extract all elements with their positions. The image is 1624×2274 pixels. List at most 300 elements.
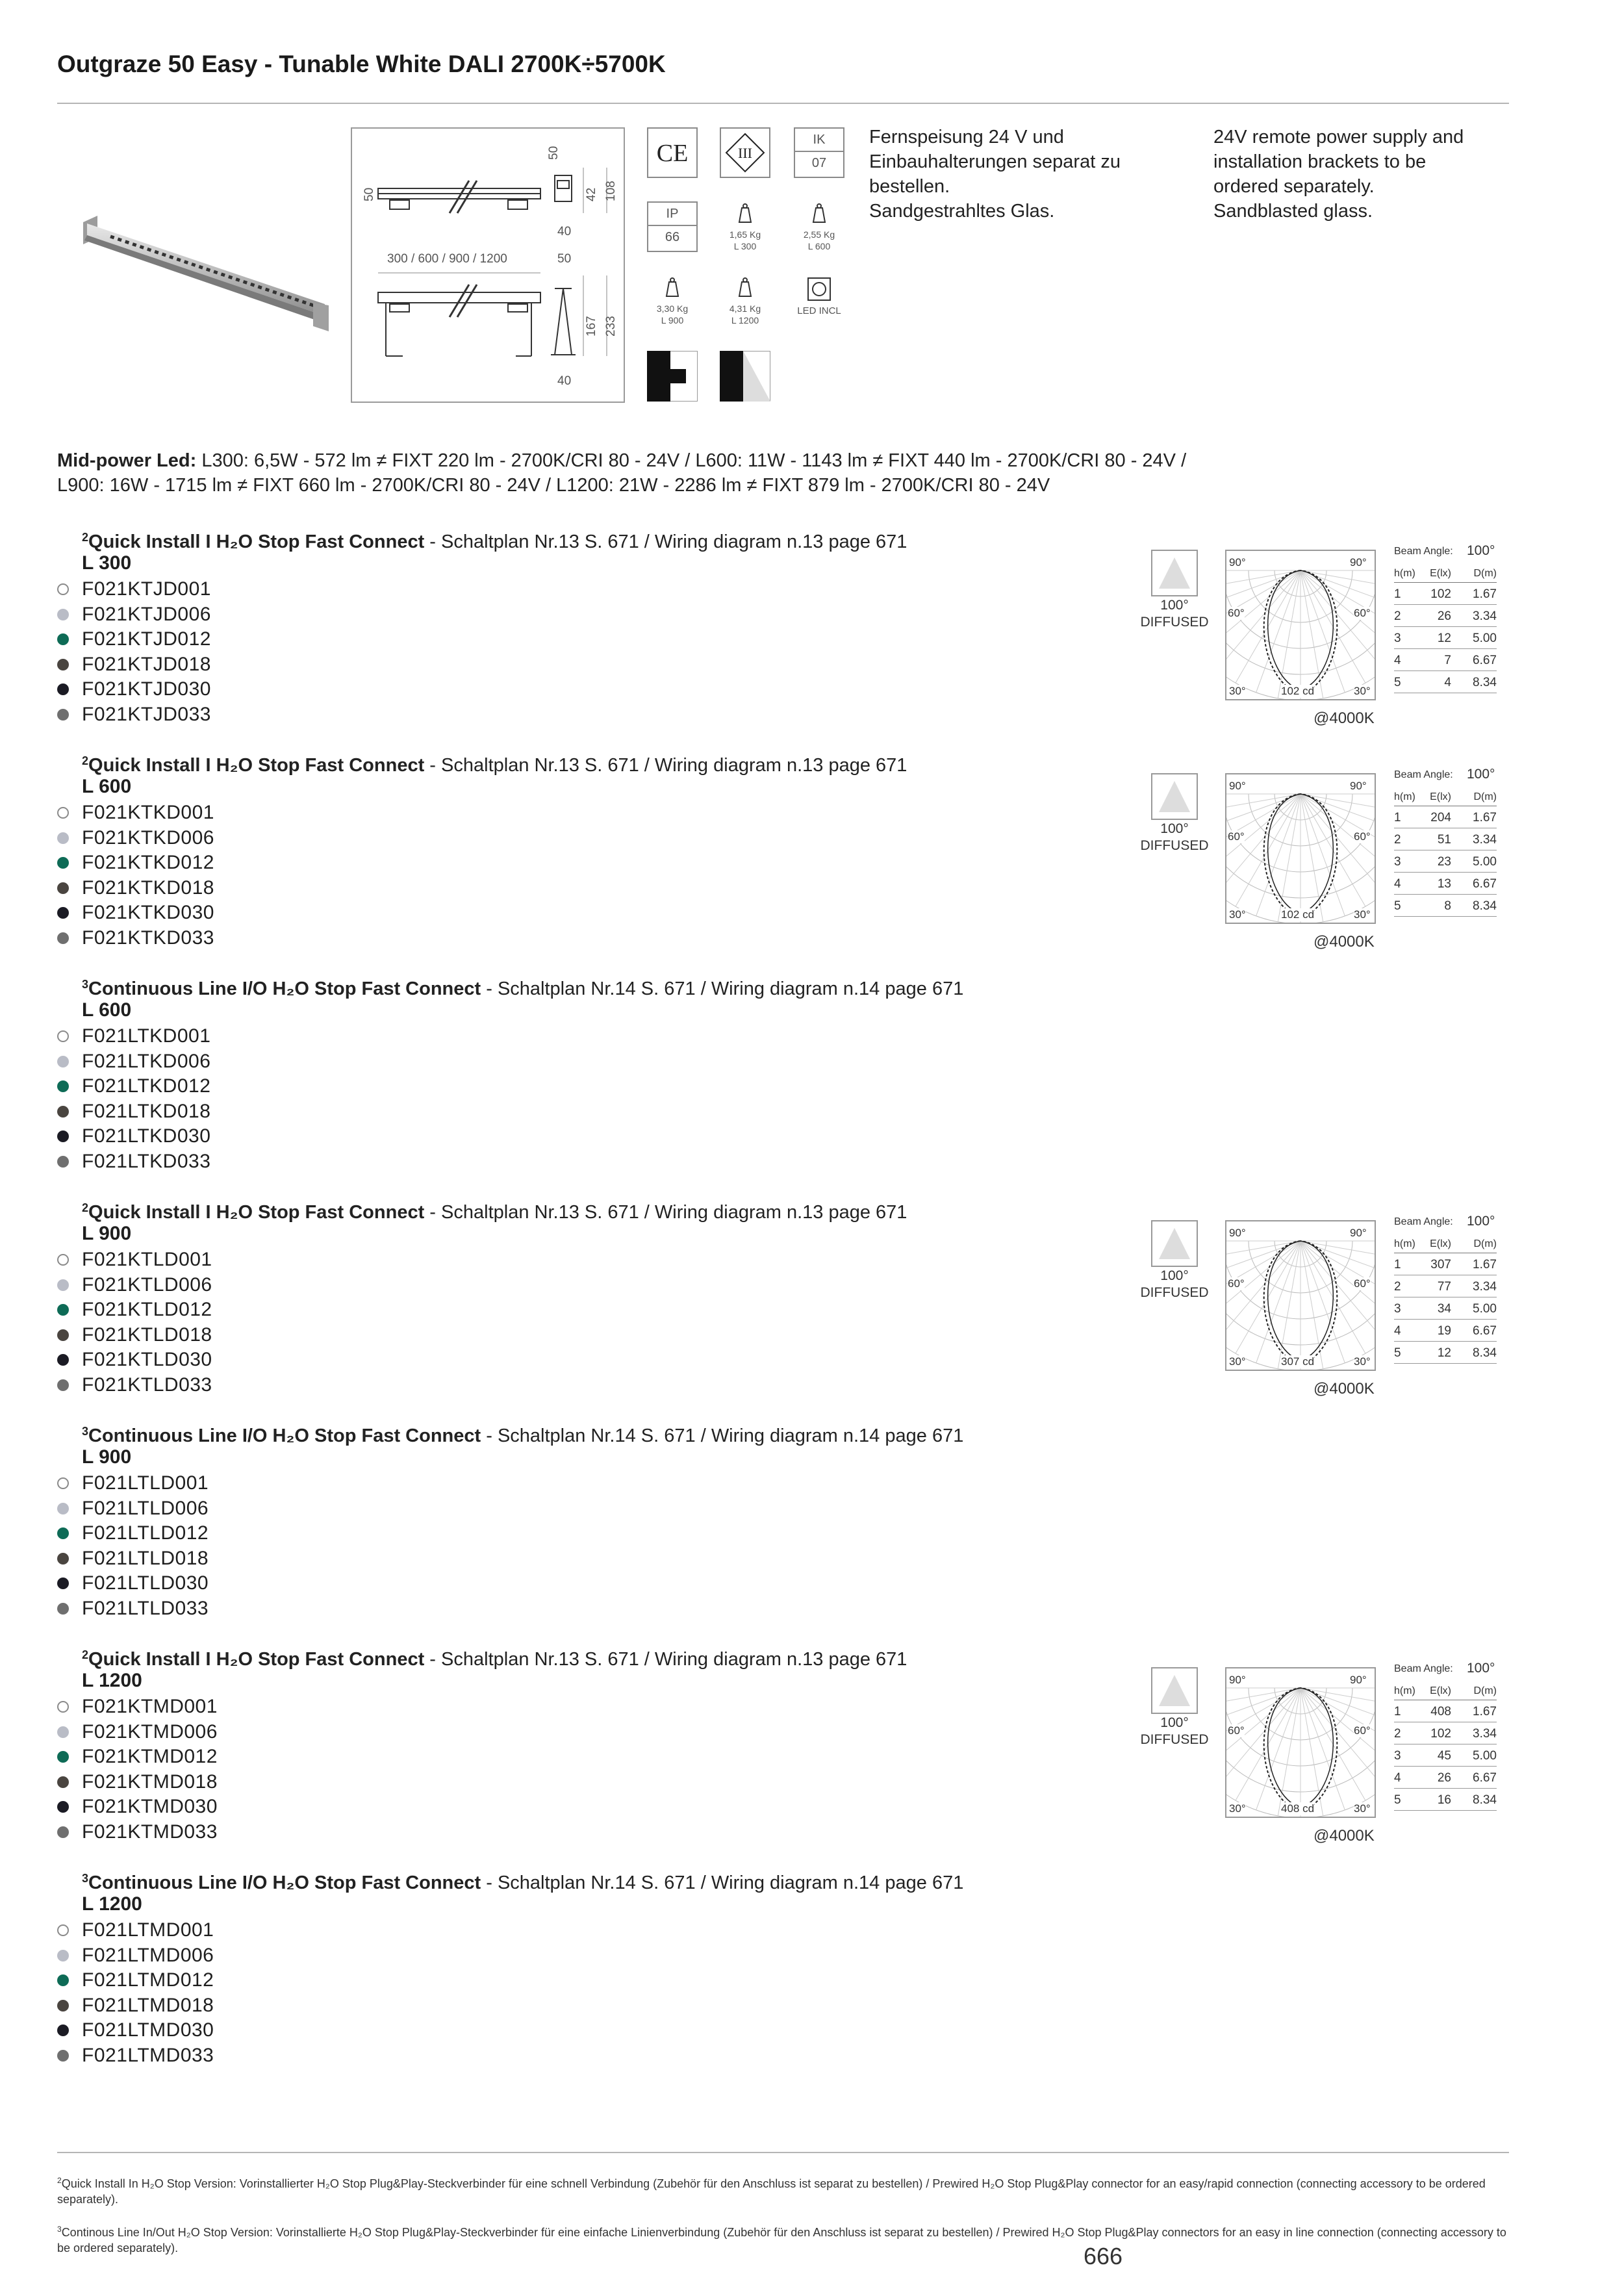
beam-table-cell: 102 xyxy=(1430,587,1451,601)
beam-table-cell: 2 xyxy=(1394,1280,1401,1294)
beam-table-row xyxy=(1394,872,1497,895)
polar-angle-label: 30° xyxy=(1354,685,1371,697)
finish-color-dot xyxy=(57,1801,69,1813)
polar-angle-label: 60° xyxy=(1228,1277,1245,1290)
diffused-angle: 100° xyxy=(1160,1715,1189,1730)
polar-candela: 408 cd xyxy=(1281,1802,1315,1815)
product-code xyxy=(57,602,211,628)
beam-table-cell: 1 xyxy=(1394,1258,1401,1271)
polar-angle-label: 60° xyxy=(1228,607,1245,619)
weight-l300-len: L 300 xyxy=(733,241,757,251)
polar-diagram xyxy=(1225,1667,1376,1818)
beam-table-row xyxy=(1394,648,1497,671)
product-code xyxy=(57,1074,210,1099)
product-code xyxy=(57,1496,209,1522)
beam-table-row xyxy=(1394,1700,1497,1722)
polar-angle-label: 60° xyxy=(1354,607,1371,619)
product-code-text: F021KTLD001 xyxy=(82,1249,212,1270)
product-code-text: F021KTKD006 xyxy=(82,826,214,849)
footnote-2: $^2$Quick Install In H₂O Stop Version: Vorinstallierter H₂O Stop Plug&Play-Steckverbinder für eine schnell Verbindung (Zubehör für den Anschluss ist separat zu bestellen) / Prewired H₂O Stop Plug&Play connector for an easy/rapid connection (connecting accessory to be ordered separately). xyxy=(57,2176,1486,2206)
polar-angle-label: 30° xyxy=(1354,908,1371,921)
beam-table-row xyxy=(1394,671,1497,693)
weight-icon xyxy=(720,201,770,227)
product-code-text: F021LTLD001 xyxy=(82,1472,209,1494)
beam-table-cell: 6.67 xyxy=(1473,654,1497,667)
section-wiring: - Schaltplan Nr.14 S. 671 / Wiring diagram n.14 page 671 xyxy=(481,1425,964,1446)
finish-color-dot xyxy=(57,907,69,919)
diffused-angle: 100° xyxy=(1160,1268,1189,1283)
beam-table-header-cell: h(m) xyxy=(1394,1238,1415,1249)
title-rule xyxy=(57,103,1509,104)
polar-angle-label: 60° xyxy=(1228,1724,1245,1737)
beam-table-cell: 26 xyxy=(1437,1771,1451,1785)
section-footnote-ref: 3 xyxy=(82,978,89,991)
finish-color-dot xyxy=(57,1379,69,1391)
section-footnote-ref: 2 xyxy=(82,754,89,767)
finish-color-dot xyxy=(57,1527,69,1539)
ik-rating xyxy=(794,127,844,178)
product-code-text: F021KTMD001 xyxy=(82,1696,218,1717)
polar-angle-label: 90° xyxy=(1350,780,1367,792)
product-code-text: F021KTJD030 xyxy=(82,678,211,700)
product-code xyxy=(57,1744,218,1770)
product-image xyxy=(71,156,344,338)
section-title: Quick Install I H₂O Stop Fast Connect xyxy=(88,531,425,552)
beam-table-row xyxy=(1394,1341,1497,1364)
weight-l1200 xyxy=(720,275,770,326)
finish-color-dot xyxy=(57,2025,69,2036)
product-code-text: F021KTLD033 xyxy=(82,1373,212,1396)
polar-angle-label: 30° xyxy=(1229,685,1246,697)
beam-table-cell: 102 xyxy=(1430,1727,1451,1741)
finish-color-dot xyxy=(57,683,69,695)
weight-l600 xyxy=(794,201,844,252)
note-en-line: Sandblasted glass. xyxy=(1213,201,1373,222)
polar-angle-label: 60° xyxy=(1354,1724,1371,1737)
footnote-3: $^3$Continous Line In/Out H₂O Stop Version: Vorinstallierte H₂O Stop Plug&Play-Steckverbinder für eine einfache Linienverbindung (Zubehör für den Anschluss ist separat zu bestellen) / Prewired H₂O Stop Plug&Play connectors for an easy in line connection (connecting accessory to be ordered separately). xyxy=(57,2225,1506,2255)
beam-table-cell: 5 xyxy=(1394,1793,1401,1807)
section-title: Continuous Line I/O H₂O Stop Fast Connect xyxy=(88,1872,481,1893)
section-wiring: - Schaltplan Nr.13 S. 671 / Wiring diagram n.13 page 671 xyxy=(424,1649,907,1670)
product-code xyxy=(57,577,211,602)
weight-icon xyxy=(720,275,770,301)
dim-height-left: 50 xyxy=(362,187,376,201)
class-iii-icon xyxy=(720,127,770,178)
finish-color-dot xyxy=(57,882,69,894)
beam-table-cell: 5.00 xyxy=(1473,1749,1497,1763)
product-code-text: F021LTKD030 xyxy=(82,1125,211,1147)
beam-table-cell: 8.34 xyxy=(1473,899,1497,913)
section-wiring: - Schaltplan Nr.13 S. 671 / Wiring diagram n.13 page 671 xyxy=(424,755,907,776)
product-section xyxy=(57,1866,1512,2074)
section-heading xyxy=(82,1642,907,1672)
beam-table-cell: 2 xyxy=(1394,833,1401,847)
beam-table-row xyxy=(1394,1722,1497,1744)
note-en xyxy=(1213,125,1512,224)
product-code xyxy=(57,1546,209,1572)
weight-l1200-kg: 4,31 Kg xyxy=(729,303,761,314)
product-code-text: F021LTLD030 xyxy=(82,1572,209,1594)
finish-color-dot xyxy=(57,1578,69,1589)
section-title: Continuous Line I/O H₂O Stop Fast Connect xyxy=(88,978,481,999)
dim-a-top: 50 xyxy=(547,146,561,160)
polar-candela: 102 cd xyxy=(1281,685,1315,697)
note-de-line: Einbauhalterungen separat zu xyxy=(869,151,1121,172)
polar-angle-label: 60° xyxy=(1228,830,1245,843)
finish-color-dot xyxy=(57,1106,69,1118)
section-title: Continuous Line I/O H₂O Stop Fast Connect xyxy=(88,1425,481,1446)
product-code-text: F021KTKD033 xyxy=(82,926,214,949)
section-heading xyxy=(82,1195,907,1225)
finish-color-dot xyxy=(57,1131,69,1142)
weight-l300 xyxy=(720,201,770,252)
polar-angle-label: 90° xyxy=(1350,556,1367,568)
beam-table-header-cell: E(lx) xyxy=(1430,1685,1451,1696)
product-code-text: F021LTMD006 xyxy=(82,1944,214,1966)
product-code xyxy=(57,1373,212,1398)
finish-color-dot xyxy=(57,932,69,944)
beam-table-cell: 3.34 xyxy=(1473,833,1497,847)
ceiling-mount-icon xyxy=(720,351,770,402)
footnotes xyxy=(57,2152,1509,2270)
product-code xyxy=(57,1770,218,1795)
beam-table-cell: 3 xyxy=(1394,1749,1401,1763)
product-code xyxy=(57,1247,212,1273)
product-code-text: F021KTKD001 xyxy=(82,802,214,823)
finish-color-dot xyxy=(57,1751,69,1763)
section-length: L 1200 xyxy=(82,1670,142,1691)
dim-b-h2: 233 xyxy=(604,316,618,337)
product-code xyxy=(57,1124,210,1149)
section-length: L 600 xyxy=(82,776,132,797)
led-icon xyxy=(794,275,844,303)
section-length: L 600 xyxy=(82,999,132,1021)
beam-table-row xyxy=(1394,850,1497,873)
product-code-text: F021KTMD033 xyxy=(82,1820,218,1843)
beam-table-cell: 12 xyxy=(1437,632,1451,645)
beam-table-header xyxy=(1394,1237,1497,1253)
beam-table-cell: 13 xyxy=(1437,877,1451,891)
code-list xyxy=(57,1247,212,1398)
finish-color-dot xyxy=(57,1726,69,1738)
finish-color-dot xyxy=(57,1080,69,1092)
section-length: L 900 xyxy=(82,1223,132,1244)
product-code-text: F021LTKD033 xyxy=(82,1150,211,1172)
beam-table-cell: 16 xyxy=(1437,1793,1451,1807)
product-code-text: F021LTMD018 xyxy=(82,1994,214,2016)
polar-candela: 307 cd xyxy=(1281,1355,1315,1368)
dim-a-bottom: 40 xyxy=(557,225,572,238)
product-section: $^2$Quick Install I H₂O Stop Fast Connect - Schaltplan Nr.13 S. 671 / Wiring diagram n.13 page 671 L 1200 F021KTMD001 F021KTMD006 F021KTMD012 F021KTMD018 F021KTMD030 F021KTMD033 100° DIFFUSED 90° 90° 60° 60° 30° 30° 408 cd @4000K Beam Angle: 100° h(m) E(lx) D(m) 1 408 1.67 2 102 3.34 3 45 5.00 4 26 6.67 5 16 8.34 xyxy=(57,1642,1512,1850)
weight-icon xyxy=(647,275,698,301)
product-code xyxy=(57,652,211,678)
polar-angle-label: 90° xyxy=(1229,1227,1246,1239)
beam-table-cell: 6.67 xyxy=(1473,877,1497,891)
product-code-text: F021LTLD012 xyxy=(82,1522,209,1544)
ip-value: 66 xyxy=(665,230,680,244)
beam-table-cell: 307 xyxy=(1430,1258,1451,1271)
beam-table-cell: 3 xyxy=(1394,1302,1401,1316)
finish-color-dot xyxy=(57,832,69,844)
dim-b-bottom: 40 xyxy=(557,374,572,388)
beam-table-cell: 1.67 xyxy=(1473,1705,1497,1718)
product-code-text: F021KTMD018 xyxy=(82,1770,218,1793)
finish-color-dot xyxy=(57,583,69,595)
diffused-label: DIFFUSED xyxy=(1140,1285,1209,1300)
color-temp-label: @4000K xyxy=(1313,1380,1375,1398)
mid-power-text-2: L900: 16W - 1715 lm ≠ FIXT 660 lm - 2700K/CRI 80 - 24V / L1200: 21W - 2286 lm ≠ FIXT 879 lm - 2700K/CRI 80 - 24V xyxy=(57,475,1050,496)
beam-table-cell: 4 xyxy=(1394,1771,1401,1785)
mid-power-led xyxy=(57,448,1509,498)
section-length: L 300 xyxy=(82,552,132,574)
section-wiring: - Schaltplan Nr.13 S. 671 / Wiring diagram n.13 page 671 xyxy=(424,1202,907,1223)
beam-table-cell: 12 xyxy=(1437,1346,1451,1360)
product-code-text: F021LTKD001 xyxy=(82,1025,211,1047)
product-code xyxy=(57,1820,218,1845)
section-wiring: - Schaltplan Nr.13 S. 671 / Wiring diagram n.13 page 671 xyxy=(424,531,907,552)
beam-table-header-cell: D(m) xyxy=(1473,568,1497,579)
color-temp-label: @4000K xyxy=(1313,709,1375,727)
beam-table-header-cell: h(m) xyxy=(1394,568,1415,579)
beam-table-cell: 3.34 xyxy=(1473,1727,1497,1741)
finish-color-dot xyxy=(57,1030,69,1042)
finish-color-dot xyxy=(57,2050,69,2062)
product-code-text: F021KTKD012 xyxy=(82,852,214,873)
product-code-text: F021LTMD030 xyxy=(82,2019,214,2041)
dimension-drawing xyxy=(351,127,625,403)
beam-table-cell: 1.67 xyxy=(1473,811,1497,824)
beam-table-cell: 4 xyxy=(1394,654,1401,667)
product-code-text: F021KTJD006 xyxy=(82,603,211,625)
beam-table-cell: 7 xyxy=(1444,654,1451,667)
beam-table-header-cell: h(m) xyxy=(1394,1685,1415,1696)
product-code-text: F021LTMD033 xyxy=(82,2044,214,2066)
code-list xyxy=(57,1471,209,1621)
note-de-line: Fernspeisung 24 V und xyxy=(869,127,1064,147)
diffused-icon xyxy=(1151,1667,1198,1714)
beam-table-row xyxy=(1394,1297,1497,1320)
dim-a-h2: 108 xyxy=(604,181,618,201)
weight-l900 xyxy=(647,275,698,326)
mid-power-text-1: L300: 6,5W - 572 lm ≠ FIXT 220 lm - 2700K/CRI 80 - 24V / L600: 11W - 1143 lm ≠ FIXT 440 lm - 2700K/CRI 80 - 24V / xyxy=(196,450,1187,471)
finish-color-dot xyxy=(57,659,69,671)
beam-table-header xyxy=(1394,790,1497,806)
note-de xyxy=(869,125,1181,224)
product-code xyxy=(57,677,211,702)
beam-table-header xyxy=(1394,1684,1497,1700)
product-code-text: F021KTKD030 xyxy=(82,902,214,923)
ip-label: IP xyxy=(648,203,696,226)
beam-table-cell: 4 xyxy=(1394,877,1401,891)
polar-diagram xyxy=(1225,773,1376,924)
beam-table-row xyxy=(1394,1788,1497,1811)
polar-angle-label: 30° xyxy=(1229,1802,1246,1815)
finish-color-dot xyxy=(57,807,69,819)
product-code-text: F021KTJD018 xyxy=(82,653,211,675)
finish-color-dot xyxy=(57,2000,69,2012)
product-code xyxy=(57,1149,210,1175)
page-title: Outgraze 50 Easy - Tunable White DALI 2700K÷5700K xyxy=(57,51,666,77)
product-code-text: F021KTJD001 xyxy=(82,578,211,600)
page-number: 666 xyxy=(1084,2243,1123,2269)
product-code xyxy=(57,627,211,652)
section-footnote-ref: 3 xyxy=(82,1872,89,1885)
product-code-text: F021KTMD030 xyxy=(82,1796,218,1817)
beam-table-cell: 34 xyxy=(1437,1302,1451,1316)
color-temp-label: @4000K xyxy=(1313,933,1375,951)
product-section: $^2$Quick Install I H₂O Stop Fast Connect - Schaltplan Nr.13 S. 671 / Wiring diagram n.13 page 671 L 900 F021KTLD001 F021KTLD006 F021KTLD012 F021KTLD018 F021KTLD030 F021KTLD033 100° DIFFUSED 90° 90° 60° 60° 30° 30° 307 cd @4000K Beam Angle: 100° h(m) E(lx) D(m) 1 307 1.67 2 77 3.34 3 34 5.00 4 19 6.67 5 12 8.34 xyxy=(57,1195,1512,1403)
product-code xyxy=(57,1348,212,1373)
beam-table-cell: 3.34 xyxy=(1473,609,1497,623)
weight-l900-len: L 900 xyxy=(661,315,684,326)
product-code-text: F021KTMD006 xyxy=(82,1720,218,1743)
weight-l300-kg: 1,65 Kg xyxy=(729,229,761,240)
product-code-text: F021KTMD012 xyxy=(82,1746,218,1767)
beam-table-cell: 5 xyxy=(1394,676,1401,689)
beam-table-row xyxy=(1394,1319,1497,1342)
beam-table-row xyxy=(1394,582,1497,605)
section-title: Quick Install I H₂O Stop Fast Connect xyxy=(88,755,425,776)
note-en-line: ordered separately. xyxy=(1213,176,1375,197)
product-code xyxy=(57,1720,218,1745)
product-code-text: F021KTJD033 xyxy=(82,703,211,725)
beam-table-cell: 77 xyxy=(1437,1280,1451,1294)
polar-angle-label: 60° xyxy=(1354,1277,1371,1290)
code-list xyxy=(57,1694,218,1845)
finish-color-dot xyxy=(57,1156,69,1168)
product-code xyxy=(57,1521,209,1546)
product-code xyxy=(57,1694,218,1720)
beam-table-cell: 1.67 xyxy=(1473,587,1497,601)
product-section: $^2$Quick Install I H₂O Stop Fast Connect - Schaltplan Nr.13 S. 671 / Wiring diagram n.13 page 671 L 600 F021KTKD001 F021KTKD006 F021KTKD012 F021KTKD018 F021KTKD030 F021KTKD033 100° DIFFUSED 90° 90° 60° 60° 30° 30° 102 cd @4000K Beam Angle: 100° h(m) E(lx) D(m) 1 204 1.67 2 51 3.34 3 23 5.00 4 13 6.67 5 8 8.34 xyxy=(57,748,1512,956)
section-title: Quick Install I H₂O Stop Fast Connect xyxy=(88,1202,425,1223)
polar-angle-label: 90° xyxy=(1350,1674,1367,1686)
product-code xyxy=(57,702,211,728)
color-temp-label: @4000K xyxy=(1313,1827,1375,1845)
beam-table-cell: 2 xyxy=(1394,609,1401,623)
beam-table-header-cell: E(lx) xyxy=(1430,1238,1451,1249)
finish-color-dot xyxy=(57,1974,69,1986)
diffused-label: DIFFUSED xyxy=(1140,838,1209,853)
section-heading xyxy=(82,1419,963,1448)
polar-angle-label: 60° xyxy=(1354,830,1371,843)
product-code xyxy=(57,1571,209,1596)
beam-table-row xyxy=(1394,1744,1497,1767)
weight-l600-kg: 2,55 Kg xyxy=(803,229,835,240)
section-wiring: - Schaltplan Nr.14 S. 671 / Wiring diagram n.14 page 671 xyxy=(481,978,964,999)
code-list xyxy=(57,1918,214,2068)
beam-table-row xyxy=(1394,1766,1497,1789)
polar-angle-label: 90° xyxy=(1229,556,1246,568)
product-code xyxy=(57,1297,212,1323)
polar-angle-label: 90° xyxy=(1229,780,1246,792)
section-length: L 1200 xyxy=(82,1893,142,1915)
beam-table-cell: 3 xyxy=(1394,855,1401,869)
polar-diagram xyxy=(1225,1220,1376,1371)
diffused-angle: 100° xyxy=(1160,821,1189,836)
product-code xyxy=(57,2043,214,2069)
finish-color-dot xyxy=(57,1254,69,1266)
product-code xyxy=(57,1024,210,1049)
product-code-text: F021LTMD012 xyxy=(82,1969,214,1991)
beam-table-row xyxy=(1394,1253,1497,1275)
product-code-text: F021LTLD033 xyxy=(82,1597,209,1619)
beam-table-header xyxy=(1394,567,1497,583)
section-footnote-ref: 2 xyxy=(82,1201,89,1214)
beam-table-row xyxy=(1394,1275,1497,1297)
beam-table-cell: 8 xyxy=(1444,899,1451,913)
beam-table-cell: 8.34 xyxy=(1473,1793,1497,1807)
polar-candela: 102 cd xyxy=(1281,908,1315,921)
beam-table-cell: 5 xyxy=(1394,1346,1401,1360)
beam-table-cell: 4 xyxy=(1394,1324,1401,1338)
ik-label: IK xyxy=(795,129,843,152)
product-code-text: F021KTLD012 xyxy=(82,1299,212,1320)
product-code xyxy=(57,800,214,826)
product-code xyxy=(57,1596,209,1622)
note-de-line: Sandgestrahltes Glas. xyxy=(869,201,1055,222)
beam-table-cell: 19 xyxy=(1437,1324,1451,1338)
product-code-text: F021KTLD030 xyxy=(82,1349,212,1370)
beam-table-row xyxy=(1394,828,1497,850)
beam-table-cell: 408 xyxy=(1430,1705,1451,1718)
product-code-text: F021KTKD018 xyxy=(82,876,214,899)
beam-table-cell: 1 xyxy=(1394,1705,1401,1718)
dim-a-h1: 42 xyxy=(585,187,598,201)
product-section: $^2$Quick Install I H₂O Stop Fast Connect - Schaltplan Nr.13 S. 671 / Wiring diagram n.13 page 671 L 300 F021KTJD001 F021KTJD006 F021KTJD012 F021KTJD018 F021KTJD030 F021KTJD033 100° DIFFUSED 90° 90° 60° 60° 30° 30° 102 cd @4000K Beam Angle: 100° h(m) E(lx) D(m) 1 102 1.67 2 26 3.34 3 12 5.00 4 7 6.67 5 4 8.34 xyxy=(57,525,1512,733)
note-de-line: bestellen. xyxy=(869,176,950,197)
finish-color-dot xyxy=(57,1329,69,1341)
section-footnote-ref: 2 xyxy=(82,531,89,544)
product-code-text: F021LTLD018 xyxy=(82,1547,209,1569)
section-footnote-ref: 3 xyxy=(82,1425,89,1438)
product-code-text: F021LTKD012 xyxy=(82,1075,211,1097)
product-code xyxy=(57,1273,212,1298)
beam-table-cell: 8.34 xyxy=(1473,1346,1497,1360)
product-code-text: F021KTLD018 xyxy=(82,1323,212,1346)
section-heading xyxy=(82,972,963,1001)
diffused-icon xyxy=(1151,1220,1198,1267)
beam-table-header-cell: h(m) xyxy=(1394,791,1415,802)
finish-color-dot xyxy=(57,1503,69,1514)
polar-angle-label: 90° xyxy=(1229,1674,1246,1686)
product-section xyxy=(57,972,1512,1180)
product-code xyxy=(57,1968,214,1993)
mid-power-label: Mid-power Led: xyxy=(57,450,197,471)
beam-table-cell: 6.67 xyxy=(1473,1324,1497,1338)
wall-mount-icon xyxy=(647,351,698,402)
finish-color-dot xyxy=(57,709,69,721)
finish-color-dot xyxy=(57,1056,69,1067)
beam-table-row xyxy=(1394,894,1497,917)
section-length: L 900 xyxy=(82,1446,132,1468)
beam-table-cell: 1 xyxy=(1394,587,1401,601)
ce-mark-icon xyxy=(647,127,698,178)
product-code xyxy=(57,926,214,951)
finish-color-dot xyxy=(57,1304,69,1316)
finish-color-dot xyxy=(57,1279,69,1291)
product-code xyxy=(57,1918,214,1943)
dim-lengths: 300 / 600 / 900 / 1200 xyxy=(387,252,507,266)
code-list xyxy=(57,1024,210,1174)
beam-table-cell: 2 xyxy=(1394,1727,1401,1741)
diffused-icon xyxy=(1151,773,1198,820)
beam-table-cell: 5.00 xyxy=(1473,855,1497,869)
polar-angle-label: 90° xyxy=(1350,1227,1367,1239)
finish-color-dot xyxy=(57,1477,69,1489)
beam-table-header-cell: D(m) xyxy=(1473,1238,1497,1249)
finish-color-dot xyxy=(57,1603,69,1615)
